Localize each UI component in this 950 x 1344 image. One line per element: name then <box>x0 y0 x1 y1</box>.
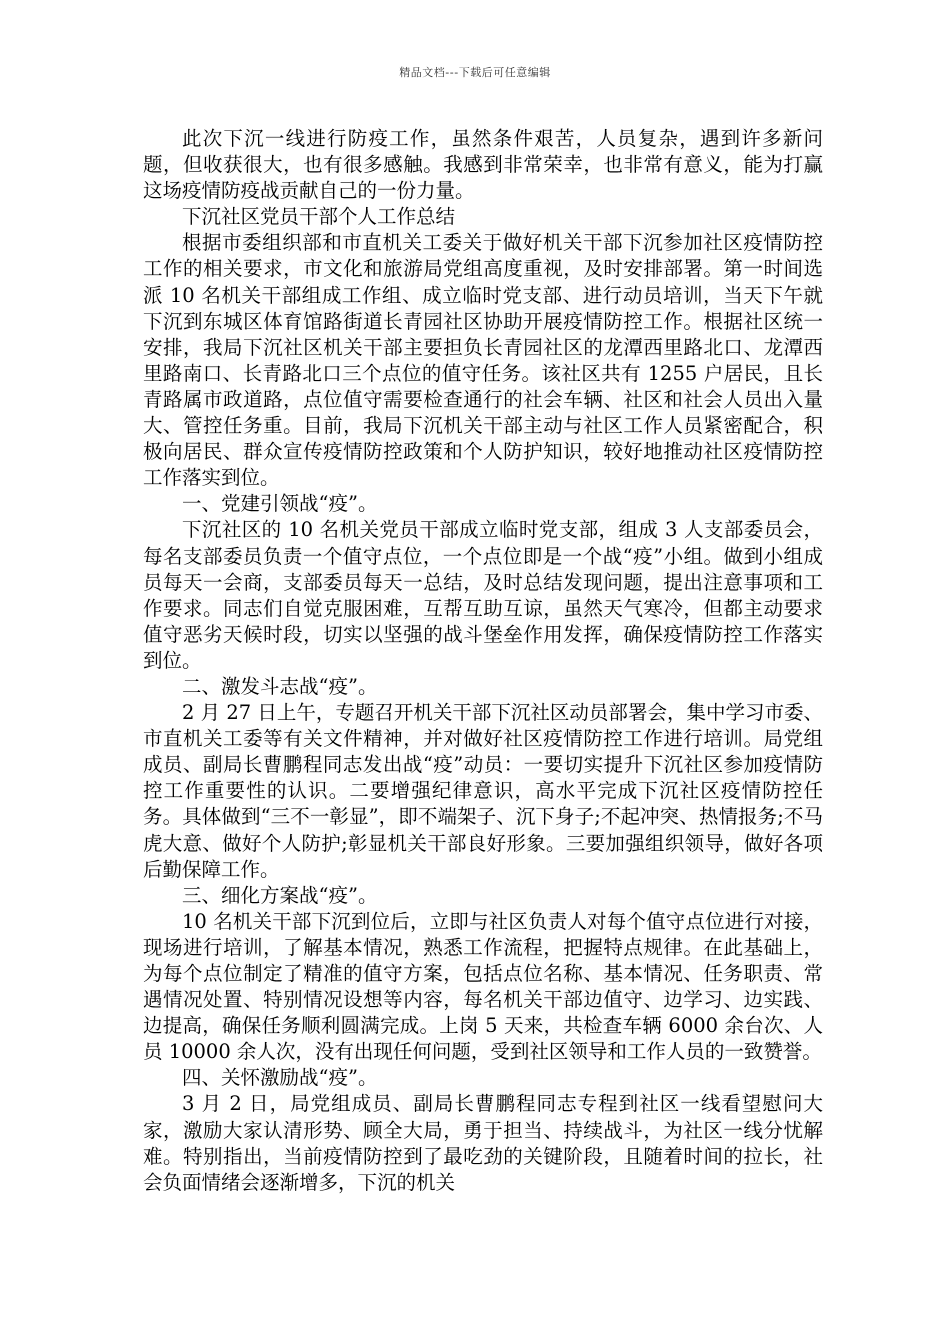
paragraph-section-1: 下沉社区的 10 名机关党员干部成立临时党支部，组成 3 人支部委员会，每名支部委员负责一个值守点位，一个点位即是一个战“疫”小组。做到小组成员每天一会商，支部委员每天一总结，及时总结发现问题，提出注意事项和工作要求。同志们自觉克服困难，互帮互助互谅，虽然天气寒冷，但都主动要求值守恶劣天候时段，切实以坚强的战斗堡垒作用发挥，确保疫情防控工作落实到位。 <box>143 518 823 672</box>
paragraph-section-4: 3 月 2 日，局党组成员、副局长曹鹏程同志专程到社区一线看望慰问大家，激励大家认清形势、顾全大局，勇于担当、持续战斗，为社区一线分忧解难。特别指出，当前疫情防控到了最吃劲的关键阶段，且随着时间的拉长，社会负面情绪会逐渐增多，下沉的机关 <box>143 1092 823 1194</box>
paragraph-section-2: 2 月 27 日上午，专题召开机关干部下沉社区动员部署会，集中学习市委、市直机关工委等有关文件精神，并对做好社区疫情防控工作进行培训。局党组成员、副局长曹鹏程同志发出战“疫”动员：一要切实提升下沉社区参加疫情防控工作重要性的认识。二要增强纪律意识，高水平完成下沉社区疫情防控任务。具体做到“三不一彰显”，即不端架子、沉下身子;不起冲突、热情报务;不马虎大意、做好个人防护;彰显机关干部良好形象。三要加强组织领导，做好各项后勤保障工作。 <box>143 701 823 881</box>
paragraph-section-3: 10 名机关干部下沉到位后，立即与社区负责人对每个值守点位进行对接，现场进行培训，了解基本情况，熟悉工作流程，把握特点规律。在此基础上，为每个点位制定了精准的值守方案，包括点位名称、基本情况、任务职责、常遇情况处置、特别情况设想等内容，每名机关干部边值守、边学习、边实践、边提高，确保任务顺利圆满完成。上岗 5 天来，共检查车辆 6000 余台次、人员 10000 余人次，没有出现任何问题，受到社区领导和工作人员的一致赞誉。 <box>143 909 823 1064</box>
section-heading-1: 一、党建引领战“疫”。 <box>182 492 378 516</box>
document-body <box>143 126 823 1196</box>
section-heading-2: 二、激发斗志战“疫”。 <box>182 674 378 698</box>
paragraph-intro: 此次下沉一线进行防疫工作，虽然条件艰苦，人员复杂，遇到许多新问题，但收获很大，也有很多感触。我感到非常荣幸，也非常有意义，能为打赢这场疫情防疫战贡献自己的一份力量。 <box>143 127 823 203</box>
page-header: 精品文档---下载后可任意编辑 <box>399 66 551 79</box>
section-heading-3: 三、细化方案战“疫”。 <box>182 883 378 907</box>
document-title: 下沉社区党员干部个人工作总结 <box>182 205 456 229</box>
paragraph-background: 根据市委组织部和市直机关工委关于做好机关干部下沉参加社区疫情防控工作的相关要求，市文化和旅游局党组高度重视，及时安排部署。第一时间选派 10 名机关干部组成工作组、成立临时党支部、进行动员培训，当天下午就下沉到东城区体育馆路街道长青园社区协助开展疫情防控工作。根据社区统一安排，我局下沉社区机关干部主要担负长青园社区的龙潭西里路北口、龙潭西里路南口、长青路北口三个点位的值守任务。该社区共有 1255 户居民，且长青路属市政道路，点位值守需要检查通行的社会车辆、社区和社会人员出入量大、管控任务重。目前，我局下沉机关干部主动与社区工作人员紧密配合，积极向居民、群众宣传疫情防控政策和个人防护知识，较好地推动社区疫情防控工作落实到位。 <box>143 231 823 490</box>
section-heading-4: 四、关怀激励战“疫”。 <box>182 1066 378 1090</box>
